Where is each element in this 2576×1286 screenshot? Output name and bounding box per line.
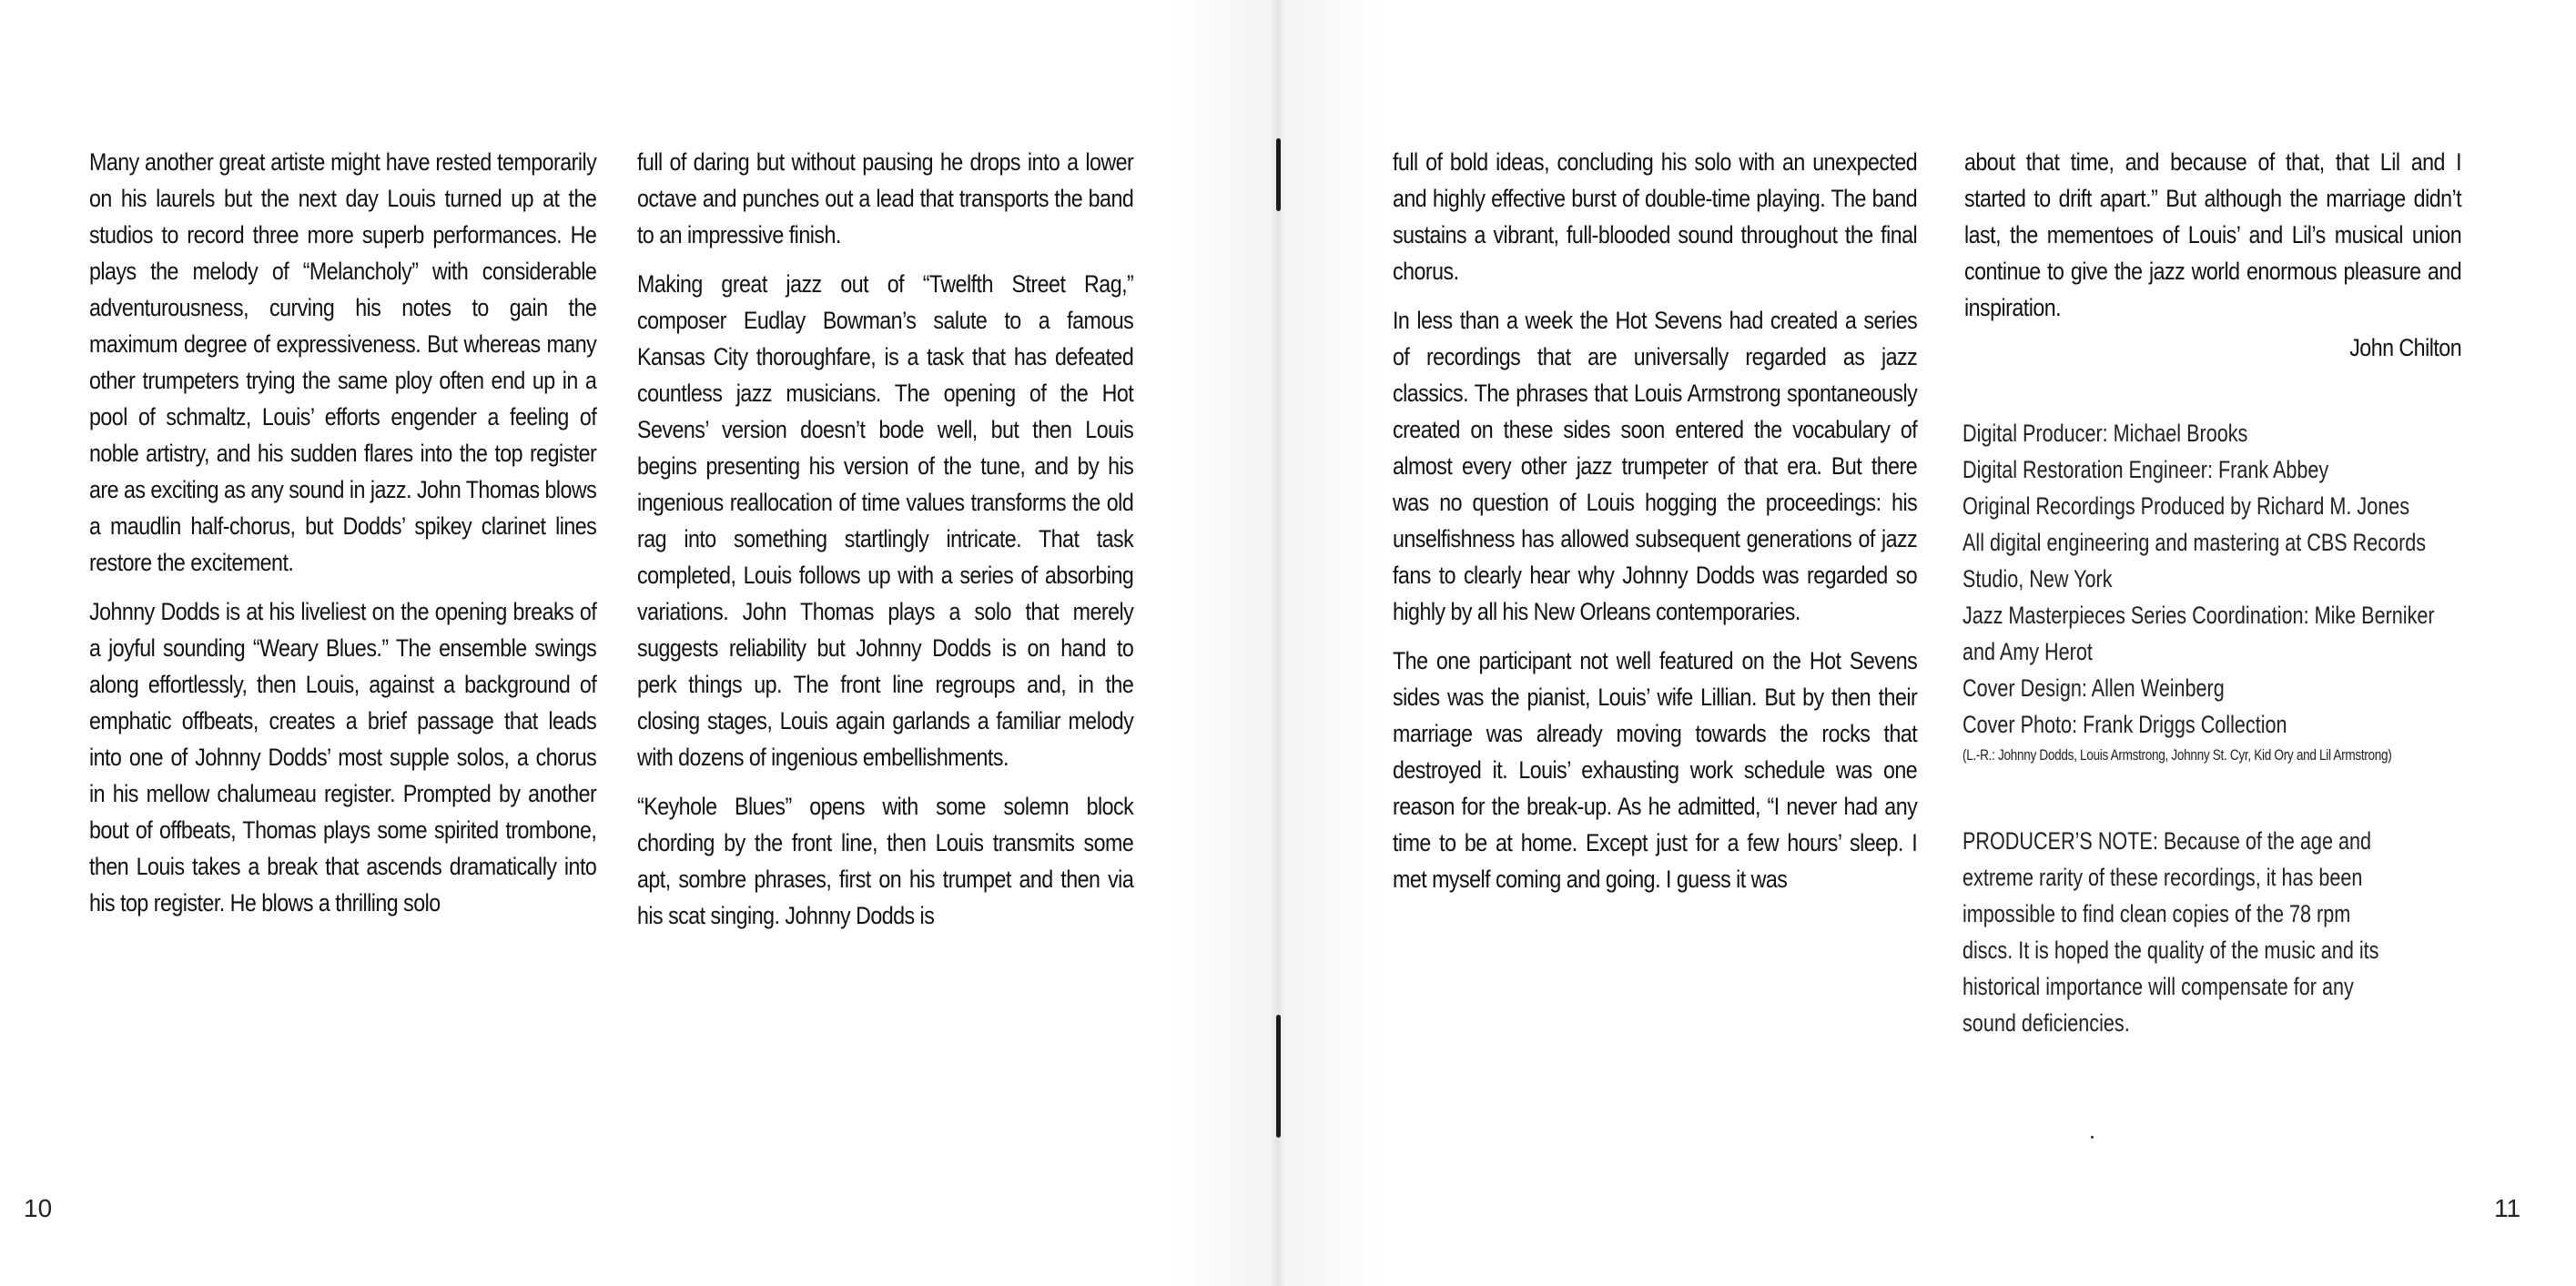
paragraph: Many another great artiste might have rested temporarily on his laurels but the next day Louis turned up at the studios to record three more superb performances. He plays the melody of “Melancholy” with considerable adventurousness, curving his notes to gain the maximum degree of expressiveness. But whereas many other trumpeters trying the same ploy often end up in a pool of schmaltz, Louis’ efforts engender a feeling of noble artistry, and his sudden flares into the top register are as exciting as any sound in jazz. John Thomas blows a maudlin half-chorus, but Dodds’ spikey clarinet lines restore the excitement. xyxy=(89,148,597,576)
print-speck xyxy=(2091,1136,2094,1139)
credit-line: Original Recordings Produced by Richard M. Jones xyxy=(1962,492,2410,520)
credit-line: All digital engineering and mastering at CBS Records xyxy=(1962,529,2427,556)
paragraph: full of daring but without pausing he drops into a lower octave and punches out a lead that transports the band to an impressive finish. xyxy=(637,148,1134,248)
page-number-left: 10 xyxy=(24,1194,53,1222)
production-credits xyxy=(1962,415,2443,768)
producers-note-text: PRODUCER’S NOTE: Because of the age and extreme rarity of these recordings, it has been impossible to find clean copies of the 78 rpm discs. It is hoped the quality of the music and its historical importance will compensate for any sound deficiencies. xyxy=(1962,827,2379,1037)
credit-line: and Amy Herot xyxy=(1962,638,2093,665)
producers-note xyxy=(1962,823,2399,1041)
right-column-2 xyxy=(1964,144,2461,379)
staple-mark-bottom xyxy=(1276,1015,1281,1138)
credit-line: Cover Photo: Frank Driggs Collection xyxy=(1962,711,2287,738)
cover-photo-caption: (L.-R.: Johnny Dodds, Louis Armstrong, Johnny St. Cyr, Kid Ory and Lil Armstrong) xyxy=(1962,746,2392,764)
credit-line: Digital Producer: Michael Brooks xyxy=(1962,420,2248,447)
paragraph: In less than a week the Hot Sevens had created a series of recordings that are universally regarded as jazz classics. The phrases that Louis Armstrong spontaneously created on these sides soon entered the vocabulary of almost every other jazz trumpeter of that era. But there was no question of Louis hogging the proceedings: his unselfishness has allowed subsequent generations of jazz fans to clearly hear why Johnny Dodds was regarded so highly by all his New Orleans contemporaries. xyxy=(1393,307,1918,625)
left-page xyxy=(0,0,1278,1286)
paragraph: “Keyhole Blues” opens with some solemn block chording by the front line, then Louis transmits some apt, sombre phrases, first on his trumpet and then via his scat singing. Johnny Dodds is xyxy=(637,793,1134,929)
author-signature: John Chilton xyxy=(2349,334,2462,361)
page-number-right: 11 xyxy=(2494,1194,2521,1222)
right-column-1 xyxy=(1393,144,1917,910)
credit-line: Jazz Masterpieces Series Coordination: Mike Berniker xyxy=(1962,602,2435,629)
left-column-1 xyxy=(89,144,596,934)
credit-line: Cover Design: Allen Weinberg xyxy=(1962,674,2225,702)
credit-line: Digital Restoration Engineer: Frank Abbey xyxy=(1962,456,2329,483)
paragraph: Johnny Dodds is at his liveliest on the opening breaks of a joyful sounding “Weary Blues.” The ensemble swings along effortlessly, then Louis, against a background of emphatic offbeats, creates a brief passage that leads into one of Johnny Dodds’ most supple solos, a chorus in his mellow chalumeau register. Prompted by another bout of offbeats, Thomas plays some spirited trombone, then Louis takes a break that ascends dramatically into his top register. He blows a thrilling solo xyxy=(89,598,597,916)
paragraph: Making great jazz out of “Twelfth Street Rag,” composer Eudlay Bowman’s salute to a famous Kansas City thoroughfare, is a task that has defeated countless jazz musicians. The opening of the Hot Sevens’ version doesn’t bode well, but then Louis begins presenting his version of the tune, and by his ingenious reallocation of time values transforms the old rag into something startlingly intricate. That task completed, Louis follows up with a series of absorbing variations. John Thomas plays a solo that merely suggests reliability but Johnny Dodds is on hand to perk things up. The front line regroups and, in the closing stages, Louis again garlands a familiar melody with dozens of ingenious embellishments. xyxy=(637,270,1134,771)
paragraph: The one participant not well featured on the Hot Sevens sides was the pianist, Louis’ wife Lillian. But by then their marriage was already moving towards the rocks that destroyed it. Louis’ exhausting work schedule was one reason for the break-up. As he admitted, “I never had any time to be at home. Except just for a few hours’ sleep. I met myself coming and going. I guess it was xyxy=(1393,647,1918,893)
credit-line: Studio, New York xyxy=(1962,565,2113,592)
staple-mark-top xyxy=(1276,138,1281,211)
paragraph: about that time, and because of that, that Lil and I started to drift apart.” But although the marriage didn’t last, the mementoes of Louis’ and Lil’s musical union continue to give the jazz world enormous pleasure and inspiration. xyxy=(1964,148,2462,321)
left-column-2 xyxy=(637,144,1133,947)
paragraph: full of bold ideas, concluding his solo with an unexpected and highly effective burst of double-time playing. The band sustains a vibrant, full-blooded sound throughout the final chorus. xyxy=(1393,148,1918,285)
